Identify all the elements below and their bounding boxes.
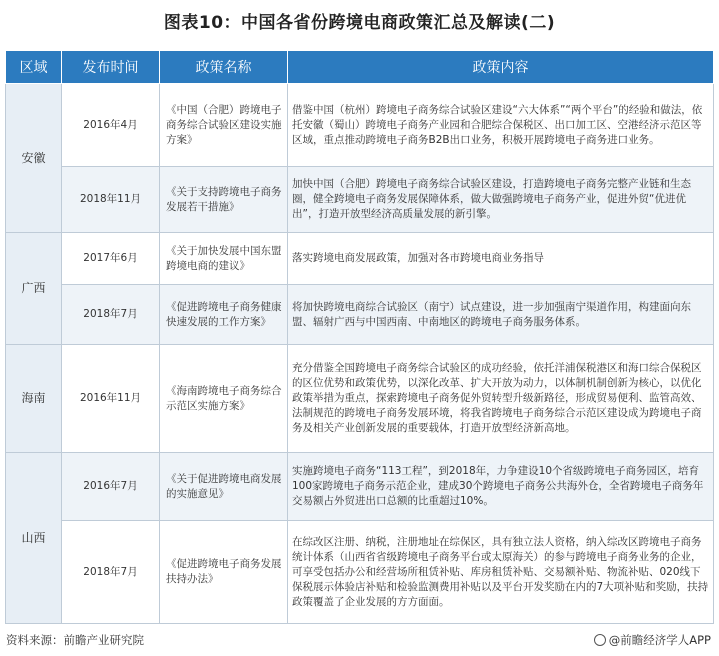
table-row [6, 233, 714, 285]
policy-content-cell: 落实跨境电商发展政策，加强对各市跨境电商业务指导 [288, 233, 714, 285]
policy-name-cell: 《中国（合肥）跨境电子商务综合试验区建设实施方案》 [160, 84, 288, 167]
chart-title: 图表10：中国各省份跨境电商政策汇总及解读(二) [163, 13, 556, 33]
region-cell: 海南 [6, 345, 62, 453]
brand-credit-text: @前瞻经济学人APP [608, 633, 711, 647]
table-row [6, 453, 714, 521]
policy-name-cell: 《关于加快发展中国东盟跨境电商的建议》 [160, 233, 288, 285]
policy-content-cell: 借鉴中国（杭州）跨境电子商务综合试验区建设“六大体系”“两个平台”的经验和做法，依托安徽（蜀山）跨境电子商务产业园和合肥综合保税区、出口加工区、空港经济示范区等区域，重点推动跨境电子商务B2B出口业务，积极开展跨境电子商务进口业务。 [288, 84, 714, 167]
table-header-row [6, 51, 714, 84]
header-policy-name: 政策名称 [160, 51, 288, 84]
date-cell: 2018年7月 [62, 521, 160, 624]
header-date: 发布时间 [62, 51, 160, 84]
policy-content-cell: 在综改区注册、纳税，注册地址在综保区，具有独立法人资格，纳入综改区跨境电子商务统计体系（山西省省级跨境电子商务平台或太原海关）的参与跨境电子商务业务的企业，可享受包括办公和经营场所租赁补贴、库房租赁补贴、交易额补贴、物流补贴、020线下保税展示体验店补贴和检验监测费用补贴以及平台开发奖励在内的7大项补贴和奖励，扶持政策覆盖了企业发展的方方面面。 [288, 521, 714, 624]
table-row [6, 345, 714, 453]
date-cell: 2016年4月 [62, 84, 160, 167]
header-region: 区域 [6, 51, 62, 84]
region-cell: 广西 [6, 233, 62, 345]
region-cell: 山西 [6, 453, 62, 624]
date-cell: 2016年7月 [62, 453, 160, 521]
policy-content-cell: 实施跨境电子商务“113工程”，到2018年，力争建设10个省级跨境电子商务园区，培育100家跨境电子商务示范企业，建成30个跨境电子商务公共海外仓，全省跨境电子商务年交易额占外贸进出口总额的比重超过10%。 [288, 453, 714, 521]
date-cell: 2018年7月 [62, 285, 160, 345]
policy-content-cell: 充分借鉴全国跨境电子商务综合试验区的成功经验，依托洋浦保税港区和海口综合保税区的区位优势和政策优势，以深化改革、扩大开放为动力，以体制机制创新为核心，以优化政策举措为重点，探索跨境电子商务促外贸转型升级新路径，形成贸易便利、监管高效、法制规范的跨境电子商务发展环境，将我省跨境电子商务综合示范区建设成为跨境电子商务及相关产业创新发展的重要载体，打造开放型经济新高地。 [288, 345, 714, 453]
date-cell: 2017年6月 [62, 233, 160, 285]
table-row [6, 521, 714, 624]
policy-table [5, 50, 714, 624]
policy-name-cell: 《关于支持跨境电子商务发展若干措施》 [160, 167, 288, 233]
region-cell: 安徽 [6, 84, 62, 233]
policy-name-cell: 《促进跨境电子商务健康快速发展的工作方案》 [160, 285, 288, 345]
table-row [6, 84, 714, 167]
table-row [6, 167, 714, 233]
source-note: 资料来源：前瞻产业研究院 [6, 633, 144, 647]
brand-logo-icon [594, 634, 606, 646]
policy-content-cell: 将加快跨境电商综合试验区（南宁）试点建设，进一步加强南宁渠道作用，构建面向东盟、辐射广西与中国西南、中南地区的跨境电子商务服务体系。 [288, 285, 714, 345]
policy-name-cell: 《关于促进跨境电商发展的实施意见》 [160, 453, 288, 521]
table-row [6, 285, 714, 345]
policy-name-cell: 《促进跨境电子商务发展扶持办法》 [160, 521, 288, 624]
header-policy-content: 政策内容 [288, 51, 714, 84]
date-cell: 2016年11月 [62, 345, 160, 453]
date-cell: 2018年11月 [62, 167, 160, 233]
policy-content-cell: 加快中国（合肥）跨境电子商务综合试验区建设，打造跨境电子商务完整产业链和生态圈，健全跨境电子商务发展保障体系，做大做强跨境电子商务产业，促进外贸“优进优出”，打造开放型经济高质量发展的新引擎。 [288, 167, 714, 233]
brand-credit [594, 632, 711, 648]
policy-name-cell: 《海南跨境电子商务综合示范区实施方案》 [160, 345, 288, 453]
